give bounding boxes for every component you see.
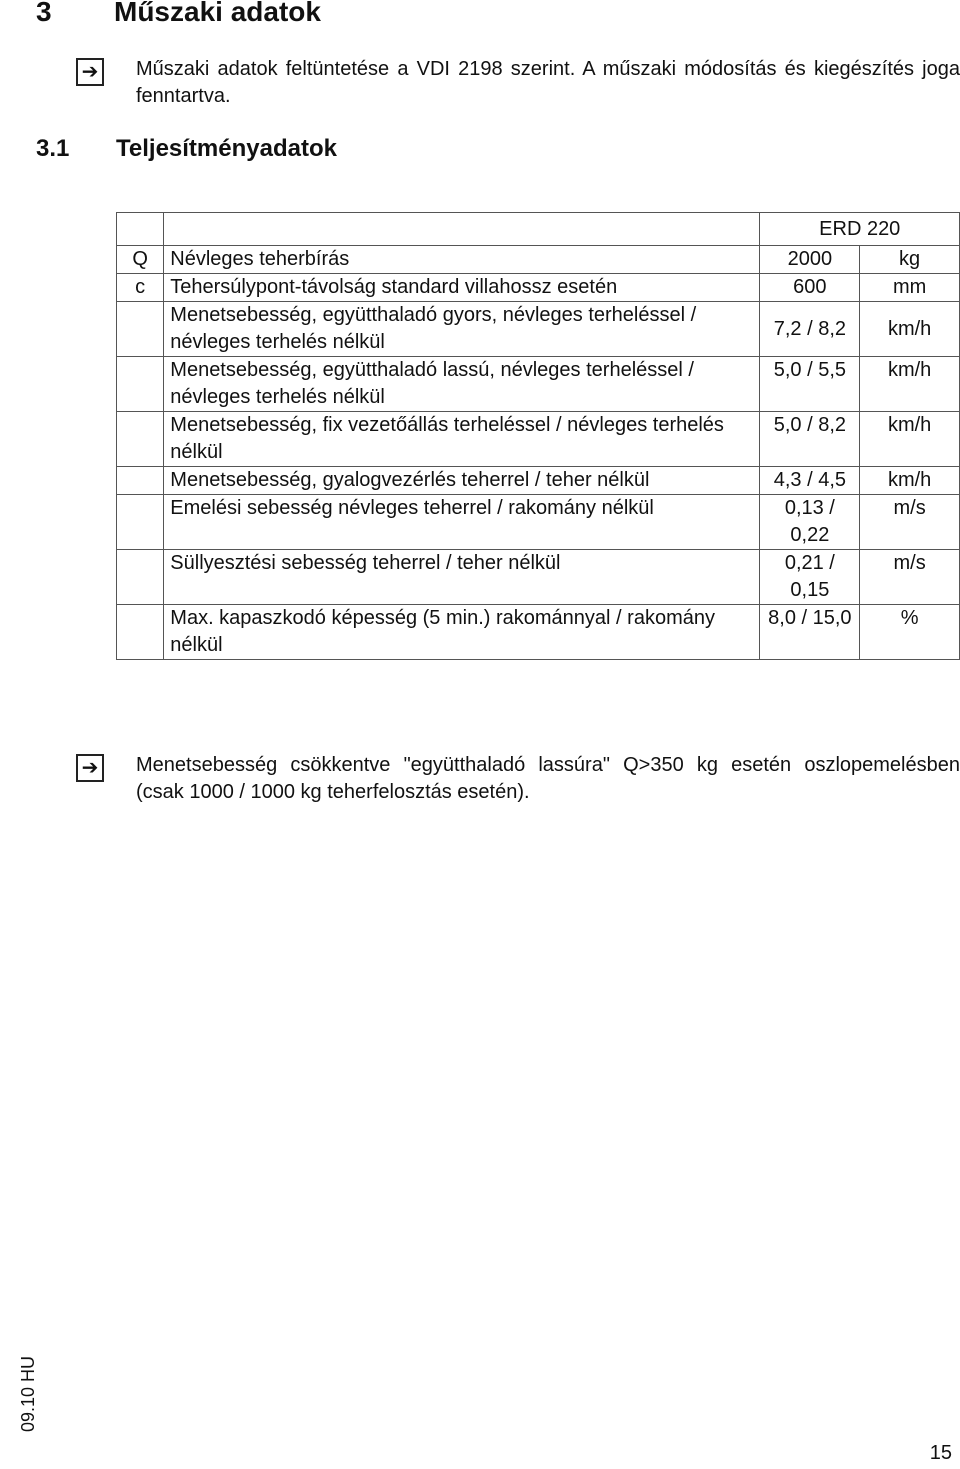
section-title: Műszaki adatok bbox=[114, 0, 321, 27]
row-unit: km/h bbox=[860, 302, 960, 357]
row-symbol: c bbox=[117, 274, 164, 302]
row-value: 7,2 / 8,2 bbox=[760, 302, 860, 357]
row-description: Menetsebesség, együtthaladó lassú, névleges terheléssel / névleges terhelés nélkül bbox=[164, 357, 760, 412]
row-value: 5,0 / 5,5 bbox=[760, 357, 860, 412]
table-row bbox=[117, 550, 960, 605]
row-symbol bbox=[117, 550, 164, 605]
table-row bbox=[117, 605, 960, 660]
row-value: 0,21 / 0,15 bbox=[760, 550, 860, 605]
table-row bbox=[117, 467, 960, 495]
table-row bbox=[117, 495, 960, 550]
model-header: ERD 220 bbox=[760, 213, 960, 246]
row-unit: m/s bbox=[860, 495, 960, 550]
performance-table bbox=[116, 212, 960, 660]
row-value: 8,0 / 15,0 bbox=[760, 605, 860, 660]
row-description: Max. kapaszkodó képesség (5 min.) rakománnyal / rakomány nélkül bbox=[164, 605, 760, 660]
row-value: 0,13 / 0,22 bbox=[760, 495, 860, 550]
row-unit: km/h bbox=[860, 412, 960, 467]
row-description: Menetsebesség, gyalogvezérlés teherrel / teher nélkül bbox=[164, 467, 760, 495]
row-unit: kg bbox=[860, 246, 960, 274]
table-row bbox=[117, 274, 960, 302]
note-text: Műszaki adatok feltüntetése a VDI 2198 szerint. A műszaki módosítás és kiegészítés joga fenntartva. bbox=[136, 58, 960, 107]
row-symbol bbox=[117, 495, 164, 550]
row-description: Süllyesztési sebesség teherrel / teher nélkül bbox=[164, 550, 760, 605]
row-symbol bbox=[117, 412, 164, 467]
section-heading bbox=[36, 0, 321, 28]
row-value: 600 bbox=[760, 274, 860, 302]
row-symbol bbox=[117, 605, 164, 660]
arrow-right-icon: ➔ bbox=[76, 754, 104, 782]
subsection-heading bbox=[36, 135, 337, 163]
table-row bbox=[117, 357, 960, 412]
row-unit: km/h bbox=[860, 357, 960, 412]
row-symbol bbox=[117, 302, 164, 357]
row-unit: km/h bbox=[860, 467, 960, 495]
row-value: 2000 bbox=[760, 246, 860, 274]
row-value: 5,0 / 8,2 bbox=[760, 412, 860, 467]
subsection-number: 3.1 bbox=[36, 135, 70, 162]
footer-date: 09.10 HU bbox=[18, 1355, 38, 1432]
row-unit: m/s bbox=[860, 550, 960, 605]
row-description: Menetsebesség, együtthaladó gyors, névleges terheléssel / névleges terhelés nélkül bbox=[164, 302, 760, 357]
table-row bbox=[117, 412, 960, 467]
section-number: 3 bbox=[36, 0, 52, 27]
row-symbol bbox=[117, 357, 164, 412]
row-unit: mm bbox=[860, 274, 960, 302]
table-header-row bbox=[117, 213, 960, 246]
row-symbol: Q bbox=[117, 246, 164, 274]
table-row bbox=[117, 302, 960, 357]
arrow-right-icon: ➔ bbox=[76, 58, 104, 86]
row-value: 4,3 / 4,5 bbox=[760, 467, 860, 495]
row-description: Tehersúlypont-távolság standard villahossz esetén bbox=[164, 274, 760, 302]
subsection-title: Teljesítményadatok bbox=[116, 135, 337, 162]
note-text: Menetsebesség csökkentve "együtthaladó lassúra" Q>350 kg esetén oszlopemelésben (csak 1000 / 1000 kg teherfelosztás esetén). bbox=[136, 754, 960, 803]
row-description: Névleges teherbírás bbox=[164, 246, 760, 274]
row-description: Emelési sebesség névleges teherrel / rakomány nélkül bbox=[164, 495, 760, 550]
row-symbol bbox=[117, 467, 164, 495]
row-unit: % bbox=[860, 605, 960, 660]
row-description: Menetsebesség, fix vezetőállás terheléssel / névleges terhelés nélkül bbox=[164, 412, 760, 467]
page-number: 15 bbox=[929, 1442, 952, 1464]
table-row bbox=[117, 246, 960, 274]
